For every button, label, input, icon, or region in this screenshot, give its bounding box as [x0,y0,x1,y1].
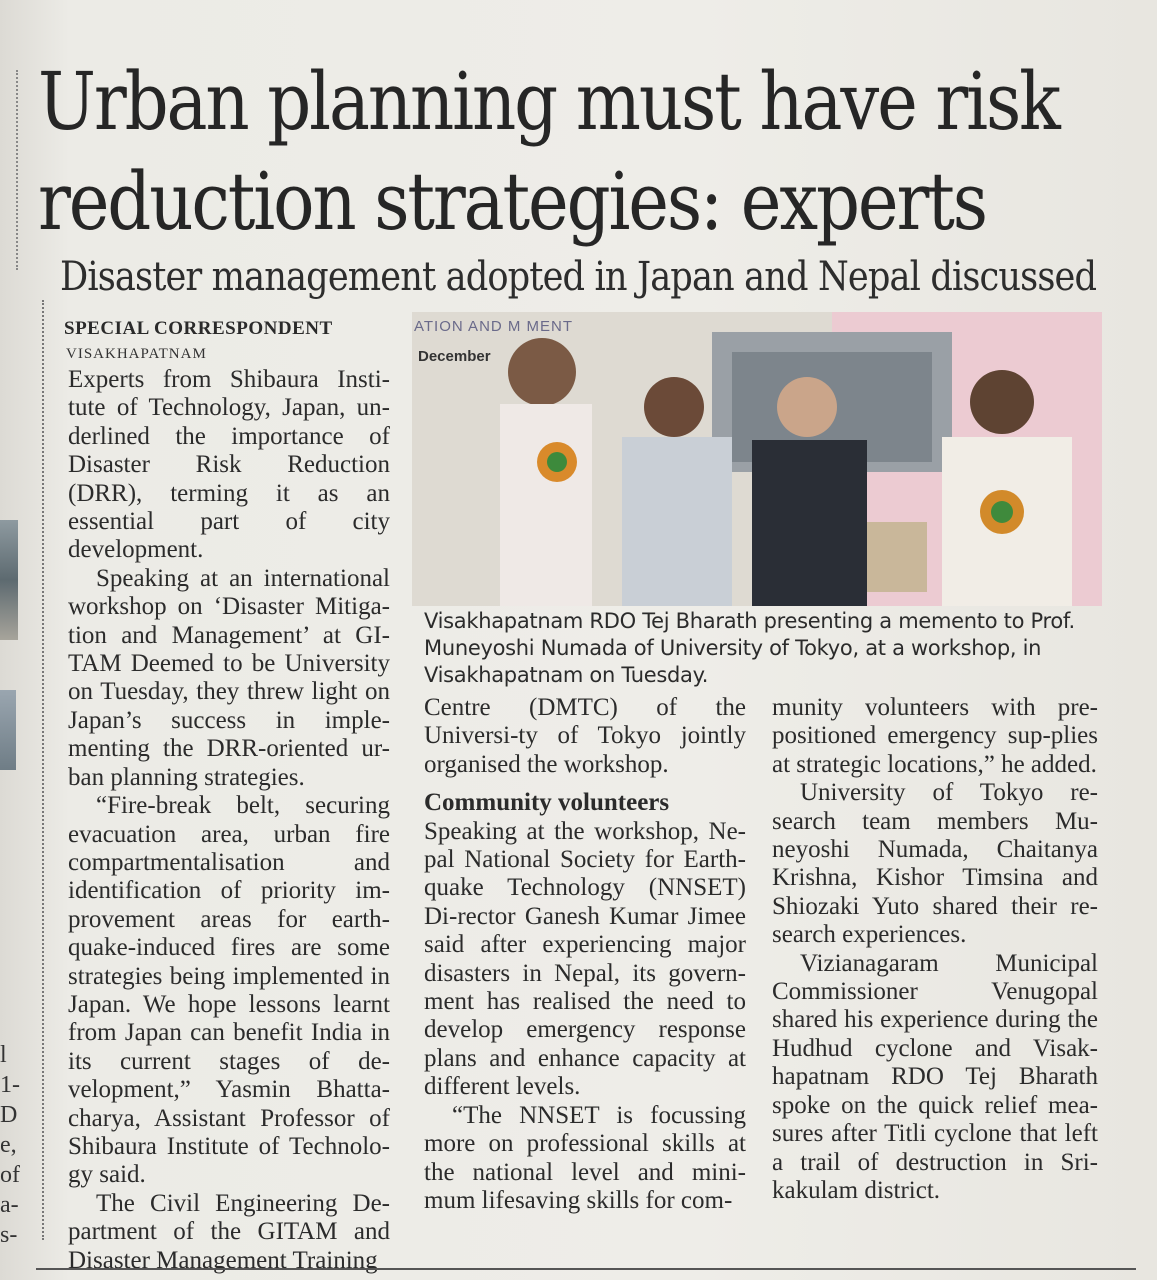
headline-line: reduction strategies: experts [38,155,986,248]
headline [38,52,1059,252]
column-rule [42,300,44,1240]
adjacent-photo-edge [0,520,18,640]
fragment: of [0,1162,20,1188]
news-photo [412,312,1102,606]
fragment: s- [0,1222,18,1248]
section-subhead: Community volunteers [424,789,670,817]
adjacent-photo-edge [0,690,16,770]
paragraph: University of Tokyo re-search team members Mu-neyoshi Numada, Chaitanya Krishna, Kishor Timsina and Shiozaki Yuto shared their re-search experiences. [772,779,1098,949]
article-column-2 [424,694,746,1215]
paragraph: Speaking at an international workshop on ‘Disaster Mitiga-tion and Management’ at GI-TAM Deemed to be University on Tuesday, they threw light on Japan’s success in imple-menting the DRR-oriented ur-ban planning strategies. [68,564,390,791]
photo-illustration [412,312,1102,606]
subheadline: Disaster management adopted in Japan and Nepal discussed [60,254,1097,300]
paragraph: Experts from Shibaura Insti-tute of Technology, Japan, un-derlined the importance of Disaster Risk Reduction (DRR), terming it as an essential part of city development. [68,366,390,564]
column-rule [16,70,18,270]
paragraph: Centre (DMTC) of the Universi-ty of Tokyo jointly organised the workshop. [424,694,746,778]
paragraph: munity volunteers with pre-positioned emergency sup-plies at strategic locations,” he added. [772,694,1098,778]
headline-line: Urban planning must have risk [38,55,1059,148]
paragraph: Speaking at the workshop, Ne-pal National Society for Earth-quake Technology (NNSET) Di-rector Ganesh Kumar Jimee said after experiencing major disasters in Nepal, its govern-ment has realised the need to develop emergency response plans and enhance capacity at different levels. [424,817,746,1101]
photo-caption: Visakhapatnam RDO Tej Bharath presenting a memento to Prof. Muneyoshi Numada of University of Tokyo, at a workshop, in Visakhapatnam on Tuesday. [424,609,1075,687]
photo-banner-text: ATION AND M MENT [414,318,574,335]
bottom-rule [36,1268,1136,1270]
paragraph: Vizianagaram Municipal Commissioner Venugopal shared his experience during the Hudhud cyclone and Visak-hapatnam RDO Tej Bharath spoke on the quick relief mea-sures after Titli cyclone that left a trail of destruction in Sri-kakulam district. [772,949,1098,1204]
photo-banner-date: December [418,348,491,365]
paragraph: “Fire-break belt, securing evacuation area, urban fire compartmentalisation and identification of priority im-provement areas for earth-quake-induced fires are some strategies being implemented in Japan. We hope lessons learnt from Japan can benefit India in its current stages of de-velopment,” Yasmin Bhatta-charya, Assistant Professor of Shibaura Institute of Technolo-gy said. [68,792,390,1189]
paragraph: The Civil Engineering De-partment of the GITAM and Disaster Management Training [68,1189,390,1274]
fragment: a- [0,1192,19,1218]
article-column-3 [772,694,1098,1205]
fragment: e, [0,1132,17,1158]
byline: SPECIAL CORRESPONDENT [64,318,333,339]
paragraph: “The NNSET is focussing more on professional skills at the national level and mini-mum lifesaving skills for com- [424,1101,746,1214]
fragment: 1- [0,1072,20,1098]
dateline: VISAKHAPATNAM [66,346,207,362]
fragment: D [0,1102,18,1128]
adjacent-column-fragments [0,1040,22,1250]
article-column-1 [68,366,390,1275]
fragment: l [0,1042,7,1068]
